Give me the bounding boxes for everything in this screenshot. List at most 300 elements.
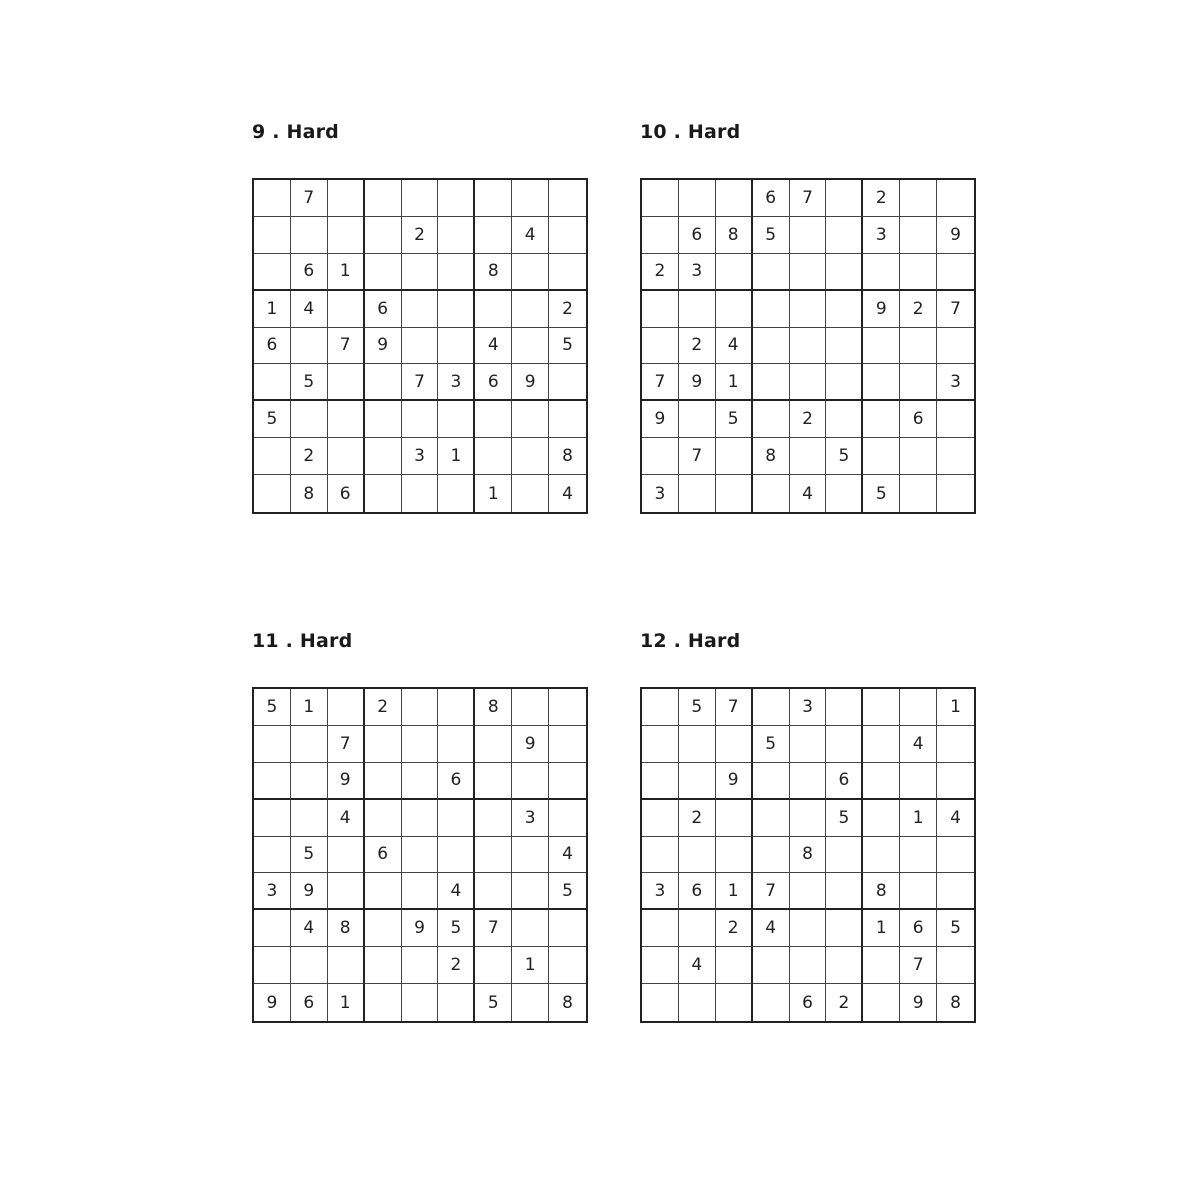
sudoku-cell[interactable] [937, 475, 974, 512]
sudoku-cell[interactable] [254, 726, 291, 763]
sudoku-cell[interactable]: 3 [679, 254, 716, 291]
sudoku-cell[interactable] [716, 180, 753, 217]
sudoku-cell[interactable]: 3 [438, 364, 475, 401]
sudoku-cell[interactable] [790, 947, 827, 984]
sudoku-cell[interactable] [328, 364, 365, 401]
sudoku-cell[interactable] [790, 726, 827, 763]
sudoku-cell[interactable]: 5 [716, 401, 753, 438]
sudoku-cell[interactable] [900, 873, 937, 910]
sudoku-cell[interactable] [438, 291, 475, 328]
sudoku-cell[interactable]: 4 [679, 947, 716, 984]
sudoku-cell[interactable] [254, 800, 291, 837]
sudoku-cell[interactable]: 9 [642, 401, 679, 438]
sudoku-cell[interactable] [328, 947, 365, 984]
sudoku-cell[interactable]: 9 [512, 726, 549, 763]
sudoku-cell[interactable] [402, 180, 439, 217]
sudoku-cell[interactable] [826, 910, 863, 947]
sudoku-cell[interactable] [328, 873, 365, 910]
sudoku-cell[interactable] [716, 947, 753, 984]
sudoku-cell[interactable]: 7 [716, 689, 753, 726]
sudoku-cell[interactable] [512, 475, 549, 512]
sudoku-cell[interactable] [863, 800, 900, 837]
sudoku-cell[interactable] [900, 217, 937, 254]
sudoku-cell[interactable] [475, 800, 512, 837]
sudoku-cell[interactable] [826, 254, 863, 291]
sudoku-cell[interactable] [402, 947, 439, 984]
sudoku-cell[interactable] [790, 438, 827, 475]
sudoku-cell[interactable] [826, 689, 863, 726]
sudoku-cell[interactable] [291, 726, 328, 763]
sudoku-cell[interactable] [549, 401, 586, 438]
sudoku-cell[interactable] [365, 984, 402, 1021]
sudoku-cell[interactable] [826, 364, 863, 401]
sudoku-cell[interactable]: 3 [863, 217, 900, 254]
sudoku-cell[interactable] [790, 364, 827, 401]
sudoku-cell[interactable] [438, 475, 475, 512]
sudoku-cell[interactable]: 8 [328, 910, 365, 947]
sudoku-cell[interactable]: 5 [753, 726, 790, 763]
sudoku-cell[interactable] [863, 328, 900, 365]
sudoku-cell[interactable] [291, 328, 328, 365]
sudoku-cell[interactable] [642, 291, 679, 328]
sudoku-cell[interactable]: 2 [365, 689, 402, 726]
sudoku-cell[interactable] [512, 180, 549, 217]
sudoku-cell[interactable] [549, 217, 586, 254]
sudoku-cell[interactable]: 9 [679, 364, 716, 401]
sudoku-cell[interactable]: 4 [790, 475, 827, 512]
sudoku-cell[interactable] [438, 837, 475, 874]
sudoku-cell[interactable]: 1 [291, 689, 328, 726]
sudoku-cell[interactable]: 6 [753, 180, 790, 217]
sudoku-cell[interactable] [402, 837, 439, 874]
sudoku-cell[interactable] [937, 726, 974, 763]
sudoku-cell[interactable]: 2 [790, 401, 827, 438]
sudoku-cell[interactable] [753, 475, 790, 512]
sudoku-cell[interactable] [863, 689, 900, 726]
sudoku-cell[interactable]: 8 [549, 438, 586, 475]
sudoku-cell[interactable]: 4 [475, 328, 512, 365]
sudoku-cell[interactable] [826, 947, 863, 984]
sudoku-cell[interactable] [753, 837, 790, 874]
sudoku-cell[interactable] [402, 291, 439, 328]
sudoku-cell[interactable] [679, 763, 716, 800]
sudoku-cell[interactable]: 9 [291, 873, 328, 910]
sudoku-cell[interactable] [642, 800, 679, 837]
sudoku-cell[interactable]: 7 [900, 947, 937, 984]
sudoku-cell[interactable] [863, 984, 900, 1021]
sudoku-cell[interactable] [512, 401, 549, 438]
sudoku-cell[interactable]: 5 [863, 475, 900, 512]
sudoku-cell[interactable] [937, 401, 974, 438]
sudoku-cell[interactable]: 3 [790, 689, 827, 726]
sudoku-cell[interactable]: 4 [438, 873, 475, 910]
sudoku-cell[interactable]: 4 [716, 328, 753, 365]
sudoku-cell[interactable] [291, 217, 328, 254]
sudoku-cell[interactable] [937, 763, 974, 800]
sudoku-cell[interactable] [254, 947, 291, 984]
sudoku-cell[interactable]: 6 [475, 364, 512, 401]
sudoku-cell[interactable]: 1 [716, 364, 753, 401]
sudoku-cell[interactable] [642, 984, 679, 1021]
sudoku-cell[interactable] [512, 689, 549, 726]
sudoku-cell[interactable] [365, 180, 402, 217]
sudoku-cell[interactable] [512, 328, 549, 365]
sudoku-cell[interactable]: 9 [365, 328, 402, 365]
sudoku-cell[interactable]: 6 [679, 217, 716, 254]
sudoku-cell[interactable]: 5 [291, 837, 328, 874]
sudoku-cell[interactable] [826, 726, 863, 763]
sudoku-cell[interactable] [254, 763, 291, 800]
sudoku-cell[interactable] [753, 763, 790, 800]
sudoku-cell[interactable]: 8 [753, 438, 790, 475]
sudoku-cell[interactable] [438, 726, 475, 763]
sudoku-cell[interactable] [753, 291, 790, 328]
sudoku-cell[interactable] [254, 837, 291, 874]
sudoku-cell[interactable] [863, 254, 900, 291]
sudoku-cell[interactable]: 5 [254, 689, 291, 726]
sudoku-cell[interactable] [438, 401, 475, 438]
sudoku-cell[interactable] [900, 180, 937, 217]
sudoku-cell[interactable]: 1 [716, 873, 753, 910]
sudoku-cell[interactable] [863, 837, 900, 874]
sudoku-cell[interactable] [753, 984, 790, 1021]
sudoku-cell[interactable] [863, 438, 900, 475]
sudoku-cell[interactable] [291, 947, 328, 984]
sudoku-cell[interactable]: 7 [328, 726, 365, 763]
sudoku-cell[interactable] [790, 873, 827, 910]
sudoku-cell[interactable]: 6 [900, 401, 937, 438]
sudoku-cell[interactable]: 3 [642, 475, 679, 512]
sudoku-cell[interactable] [365, 800, 402, 837]
sudoku-cell[interactable] [438, 689, 475, 726]
sudoku-cell[interactable] [512, 291, 549, 328]
sudoku-cell[interactable]: 7 [475, 910, 512, 947]
sudoku-cell[interactable] [642, 438, 679, 475]
sudoku-cell[interactable]: 2 [863, 180, 900, 217]
sudoku-cell[interactable]: 8 [475, 689, 512, 726]
sudoku-cell[interactable] [549, 254, 586, 291]
sudoku-cell[interactable]: 4 [328, 800, 365, 837]
sudoku-cell[interactable]: 8 [562, 992, 573, 1013]
sudoku-cell[interactable] [549, 726, 586, 763]
sudoku-cell[interactable] [438, 180, 475, 217]
sudoku-cell[interactable]: 3 [254, 873, 291, 910]
sudoku-cell[interactable]: 8 [950, 992, 961, 1013]
sudoku-cell[interactable] [549, 364, 586, 401]
sudoku-cell[interactable] [790, 217, 827, 254]
sudoku-cell[interactable] [549, 910, 586, 947]
sudoku-cell[interactable] [402, 984, 439, 1021]
sudoku-cell[interactable] [900, 837, 937, 874]
sudoku-cell[interactable] [549, 947, 586, 984]
sudoku-cell[interactable] [254, 217, 291, 254]
sudoku-cell[interactable] [402, 689, 439, 726]
sudoku-cell[interactable] [475, 837, 512, 874]
sudoku-cell[interactable] [753, 328, 790, 365]
sudoku-cell[interactable] [753, 401, 790, 438]
sudoku-cell[interactable] [900, 328, 937, 365]
sudoku-cell[interactable] [642, 689, 679, 726]
sudoku-cell[interactable]: 1 [328, 984, 365, 1021]
sudoku-cell[interactable]: 9 [512, 364, 549, 401]
sudoku-cell[interactable] [475, 438, 512, 475]
sudoku-cell[interactable]: 3 [402, 438, 439, 475]
sudoku-cell[interactable]: 1 [475, 475, 512, 512]
sudoku-cell[interactable]: 8 [790, 837, 827, 874]
sudoku-cell[interactable] [438, 328, 475, 365]
sudoku-cell[interactable]: 5 [937, 910, 974, 947]
sudoku-cell[interactable]: 9 [254, 984, 291, 1021]
sudoku-cell[interactable]: 4 [900, 726, 937, 763]
sudoku-cell[interactable] [475, 217, 512, 254]
sudoku-cell[interactable] [512, 984, 549, 1021]
sudoku-cell[interactable] [863, 401, 900, 438]
sudoku-cell[interactable]: 6 [900, 910, 937, 947]
sudoku-cell[interactable] [679, 910, 716, 947]
sudoku-cell[interactable] [900, 475, 937, 512]
sudoku-cell[interactable]: 1 [254, 291, 291, 328]
sudoku-cell[interactable]: 4 [753, 910, 790, 947]
sudoku-cell[interactable] [679, 401, 716, 438]
sudoku-cell[interactable]: 2 [679, 800, 716, 837]
sudoku-cell[interactable] [642, 837, 679, 874]
sudoku-cell[interactable] [291, 800, 328, 837]
sudoku-cell[interactable]: 6 [365, 837, 402, 874]
sudoku-cell[interactable] [512, 254, 549, 291]
sudoku-cell[interactable] [254, 438, 291, 475]
sudoku-cell[interactable] [365, 873, 402, 910]
sudoku-cell[interactable] [365, 364, 402, 401]
sudoku-cell[interactable] [679, 180, 716, 217]
sudoku-cell[interactable] [753, 689, 790, 726]
sudoku-cell[interactable] [512, 910, 549, 947]
sudoku-cell[interactable] [365, 910, 402, 947]
sudoku-cell[interactable] [328, 837, 365, 874]
sudoku-cell[interactable]: 5 [826, 800, 863, 837]
sudoku-cell[interactable] [642, 328, 679, 365]
sudoku-cell[interactable]: 7 [642, 364, 679, 401]
sudoku-cell[interactable] [716, 837, 753, 874]
sudoku-cell[interactable] [753, 364, 790, 401]
sudoku-cell[interactable]: 9 [402, 910, 439, 947]
sudoku-cell[interactable] [402, 475, 439, 512]
sudoku-cell[interactable] [937, 438, 974, 475]
sudoku-cell[interactable] [937, 254, 974, 291]
sudoku-cell[interactable] [716, 984, 753, 1021]
sudoku-cell[interactable] [937, 328, 974, 365]
sudoku-cell[interactable]: 6 [365, 291, 402, 328]
sudoku-cell[interactable] [642, 947, 679, 984]
sudoku-cell[interactable] [826, 873, 863, 910]
sudoku-cell[interactable] [642, 763, 679, 800]
sudoku-cell[interactable]: 1 [328, 254, 365, 291]
sudoku-cell[interactable] [512, 837, 549, 874]
sudoku-cell[interactable]: 7 [328, 328, 365, 365]
sudoku-cell[interactable]: 2 [826, 984, 863, 1021]
sudoku-cell[interactable]: 1 [438, 438, 475, 475]
sudoku-cell[interactable] [254, 475, 291, 512]
sudoku-cell[interactable] [716, 254, 753, 291]
sudoku-cell[interactable] [716, 291, 753, 328]
sudoku-cell[interactable]: 2 [679, 328, 716, 365]
sudoku-cell[interactable] [291, 401, 328, 438]
sudoku-cell[interactable] [679, 475, 716, 512]
sudoku-cell[interactable]: 7 [291, 180, 328, 217]
sudoku-cell[interactable] [475, 401, 512, 438]
sudoku-cell[interactable]: 4 [291, 910, 328, 947]
sudoku-cell[interactable] [826, 328, 863, 365]
sudoku-cell[interactable] [549, 800, 586, 837]
sudoku-cell[interactable] [716, 800, 753, 837]
sudoku-cell[interactable] [937, 837, 974, 874]
sudoku-cell[interactable]: 9 [716, 763, 753, 800]
sudoku-cell[interactable] [438, 984, 475, 1021]
sudoku-cell[interactable] [254, 254, 291, 291]
sudoku-cell[interactable] [328, 689, 365, 726]
sudoku-cell[interactable] [826, 475, 863, 512]
sudoku-cell[interactable]: 4 [937, 800, 974, 837]
sudoku-cell[interactable] [475, 763, 512, 800]
sudoku-cell[interactable]: 2 [402, 217, 439, 254]
sudoku-cell[interactable] [753, 800, 790, 837]
sudoku-cell[interactable]: 2 [291, 438, 328, 475]
sudoku-cell[interactable]: 5 [753, 217, 790, 254]
sudoku-cell[interactable]: 2 [549, 291, 586, 328]
sudoku-cell[interactable] [642, 726, 679, 763]
sudoku-cell[interactable] [365, 726, 402, 763]
sudoku-cell[interactable]: 8 [291, 475, 328, 512]
sudoku-cell[interactable] [716, 475, 753, 512]
sudoku-cell[interactable]: 4 [512, 217, 549, 254]
sudoku-cell[interactable] [365, 254, 402, 291]
sudoku-cell[interactable] [438, 254, 475, 291]
sudoku-cell[interactable] [402, 800, 439, 837]
sudoku-cell[interactable]: 7 [790, 180, 827, 217]
sudoku-cell[interactable]: 4 [549, 837, 586, 874]
sudoku-cell[interactable] [900, 763, 937, 800]
sudoku-cell[interactable] [790, 291, 827, 328]
sudoku-cell[interactable] [512, 873, 549, 910]
sudoku-cell[interactable] [642, 910, 679, 947]
sudoku-cell[interactable] [402, 873, 439, 910]
sudoku-cell[interactable]: 6 [790, 984, 827, 1021]
sudoku-cell[interactable] [937, 873, 974, 910]
sudoku-cell[interactable] [716, 438, 753, 475]
sudoku-cell[interactable] [365, 401, 402, 438]
sudoku-cell[interactable] [328, 180, 365, 217]
sudoku-cell[interactable] [937, 180, 974, 217]
sudoku-cell[interactable] [475, 291, 512, 328]
sudoku-cell[interactable]: 3 [642, 873, 679, 910]
sudoku-cell[interactable]: 5 [475, 984, 512, 1021]
sudoku-cell[interactable]: 6 [679, 873, 716, 910]
sudoku-cell[interactable] [475, 726, 512, 763]
sudoku-cell[interactable] [790, 800, 827, 837]
sudoku-cell[interactable] [790, 328, 827, 365]
sudoku-cell[interactable] [254, 180, 291, 217]
sudoku-cell[interactable] [438, 800, 475, 837]
sudoku-cell[interactable] [402, 254, 439, 291]
sudoku-cell[interactable]: 9 [937, 217, 974, 254]
sudoku-cell[interactable] [328, 291, 365, 328]
sudoku-cell[interactable] [512, 438, 549, 475]
sudoku-cell[interactable] [402, 726, 439, 763]
sudoku-cell[interactable]: 9 [863, 291, 900, 328]
sudoku-cell[interactable] [402, 328, 439, 365]
sudoku-cell[interactable]: 2 [642, 254, 679, 291]
sudoku-cell[interactable] [753, 947, 790, 984]
sudoku-cell[interactable] [549, 689, 586, 726]
sudoku-cell[interactable]: 1 [900, 800, 937, 837]
sudoku-cell[interactable] [402, 401, 439, 438]
sudoku-cell[interactable] [679, 726, 716, 763]
sudoku-cell[interactable]: 7 [402, 364, 439, 401]
sudoku-cell[interactable]: 6 [328, 475, 365, 512]
sudoku-cell[interactable]: 3 [512, 800, 549, 837]
sudoku-cell[interactable]: 1 [512, 947, 549, 984]
sudoku-cell[interactable]: 8 [863, 873, 900, 910]
sudoku-cell[interactable] [642, 180, 679, 217]
sudoku-cell[interactable] [900, 254, 937, 291]
sudoku-cell[interactable]: 9 [900, 984, 937, 1021]
sudoku-cell[interactable] [679, 291, 716, 328]
sudoku-cell[interactable] [475, 180, 512, 217]
sudoku-cell[interactable] [254, 910, 291, 947]
sudoku-cell[interactable]: 3 [937, 364, 974, 401]
sudoku-cell[interactable] [826, 837, 863, 874]
sudoku-cell[interactable] [402, 763, 439, 800]
sudoku-cell[interactable] [863, 947, 900, 984]
sudoku-cell[interactable] [254, 364, 291, 401]
sudoku-cell[interactable] [365, 217, 402, 254]
sudoku-cell[interactable]: 1 [937, 689, 974, 726]
sudoku-cell[interactable]: 6 [291, 254, 328, 291]
sudoku-cell[interactable] [790, 910, 827, 947]
sudoku-cell[interactable] [475, 873, 512, 910]
sudoku-cell[interactable]: 5 [549, 873, 586, 910]
sudoku-cell[interactable]: 5 [679, 689, 716, 726]
sudoku-cell[interactable] [863, 726, 900, 763]
sudoku-cell[interactable] [328, 438, 365, 475]
sudoku-cell[interactable]: 5 [549, 328, 586, 365]
sudoku-cell[interactable] [328, 401, 365, 438]
sudoku-cell[interactable] [365, 438, 402, 475]
sudoku-cell[interactable]: 1 [863, 910, 900, 947]
sudoku-cell[interactable]: 6 [826, 763, 863, 800]
sudoku-cell[interactable]: 6 [291, 984, 328, 1021]
sudoku-cell[interactable] [863, 763, 900, 800]
sudoku-cell[interactable] [291, 763, 328, 800]
sudoku-cell[interactable]: 8 [716, 217, 753, 254]
sudoku-cell[interactable]: 6 [438, 763, 475, 800]
sudoku-cell[interactable]: 5 [254, 401, 291, 438]
sudoku-cell[interactable] [826, 180, 863, 217]
sudoku-cell[interactable] [549, 180, 586, 217]
sudoku-cell[interactable] [826, 291, 863, 328]
sudoku-cell[interactable] [679, 837, 716, 874]
sudoku-cell[interactable] [365, 947, 402, 984]
sudoku-cell[interactable] [790, 763, 827, 800]
sudoku-cell[interactable] [900, 689, 937, 726]
sudoku-cell[interactable]: 2 [900, 291, 937, 328]
sudoku-cell[interactable] [365, 475, 402, 512]
sudoku-cell[interactable]: 4 [291, 291, 328, 328]
sudoku-cell[interactable]: 7 [753, 873, 790, 910]
sudoku-cell[interactable]: 4 [562, 483, 573, 504]
sudoku-cell[interactable] [863, 364, 900, 401]
sudoku-cell[interactable] [826, 217, 863, 254]
sudoku-cell[interactable] [328, 217, 365, 254]
